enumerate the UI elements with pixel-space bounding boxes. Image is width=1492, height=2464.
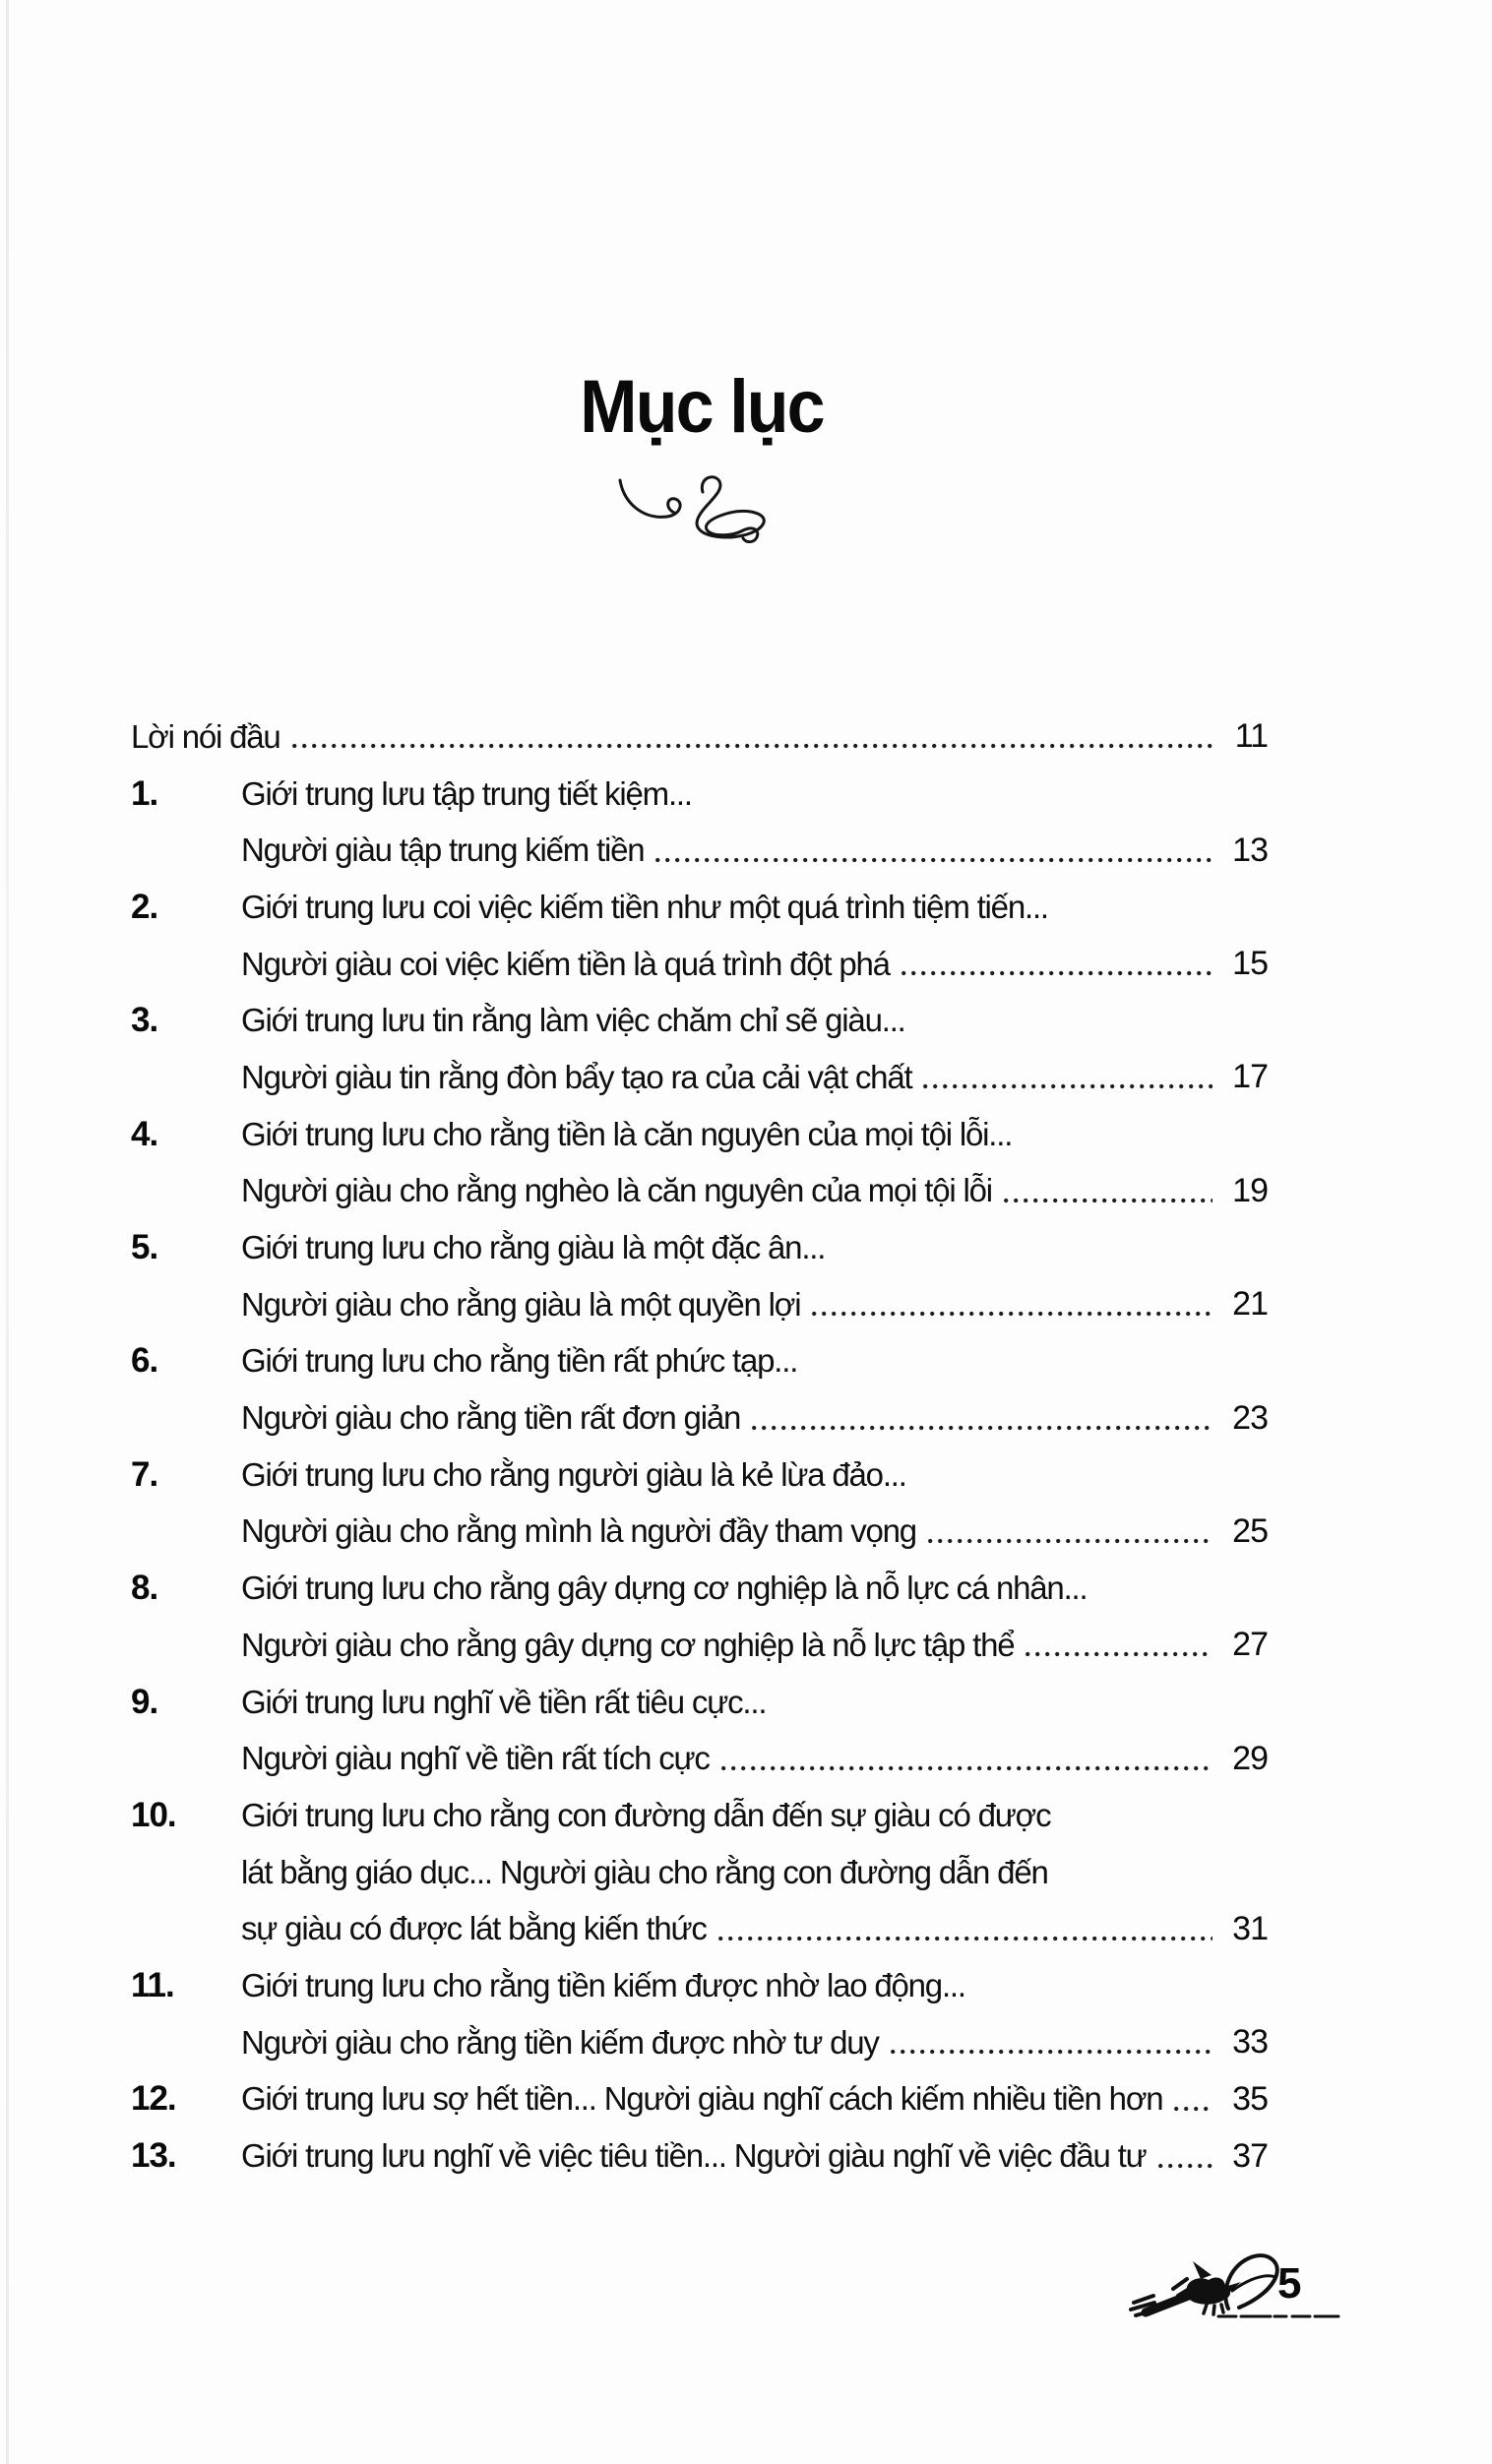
toc-entry-number: 1. — [131, 773, 158, 813]
scan-edge-shadow — [6, 0, 9, 2464]
toc-entry-text: Người giàu tập trung kiếm tiền — [241, 832, 645, 869]
toc-entry-text: Người giàu cho rằng gây dựng cơ nghiệp là nỗ lực tập thể — [241, 1626, 1015, 1663]
toc-entry-text: Giới trung lưu cho rằng người giàu là kẻ lừa đảo... — [241, 1455, 906, 1493]
bird-doodle-icon — [1122, 2248, 1348, 2330]
dot-leader — [928, 1538, 1212, 1544]
dot-leader — [1158, 2163, 1212, 2169]
toc-row — [131, 1504, 1268, 1561]
toc-entry-number: 10. — [131, 1795, 176, 1834]
toc-page-number: 27 — [1232, 1626, 1268, 1664]
toc-row — [131, 1049, 1268, 1106]
toc-entry-number: 9. — [131, 1682, 158, 1721]
toc-entry-text: Giới trung lưu cho rằng gây dựng cơ nghiệp là nỗ lực cá nhân... — [241, 1570, 1088, 1607]
toc-entry-number: 7. — [131, 1454, 158, 1494]
toc-entry-number: 5. — [131, 1228, 158, 1267]
toc-row — [131, 879, 1268, 936]
toc-page-number: 29 — [1232, 1739, 1268, 1777]
toc-row — [131, 708, 1268, 766]
toc-entry-text: Người giàu cho rằng tiền kiếm được nhờ tư duy — [241, 2023, 879, 2061]
toc-entry-text: Giới trung lưu cho rằng con đường dẫn đến sự giàu có được — [241, 1796, 1051, 1833]
toc-entry-number: 12. — [131, 2079, 176, 2119]
dot-leader — [718, 1936, 1212, 1941]
toc-entry-text: Giới trung lưu coi việc kiếm tiền như một quá trình tiệm tiến... — [241, 888, 1048, 925]
toc-entry-number: 13. — [131, 2136, 176, 2176]
table-of-contents — [131, 708, 1268, 2185]
toc-entry-text: Giới trung lưu nghĩ về tiền rất tiêu cực... — [241, 1683, 767, 1720]
toc-entry-number: 11. — [131, 1965, 174, 2004]
toc-row — [131, 1106, 1268, 1163]
toc-entry-text: Giới trung lưu tập trung tiết kiệm... — [241, 774, 692, 812]
toc-entry-text: Giới trung lưu tin rằng làm việc chăm chỉ sẽ giàu... — [241, 1002, 905, 1039]
toc-page-number: 23 — [1232, 1398, 1268, 1437]
dot-leader — [812, 1311, 1212, 1317]
toc-entry-text: Người giàu cho rằng nghèo là căn nguyên của mọi tội lỗi — [241, 1172, 992, 1209]
toc-page-number: 33 — [1232, 2023, 1268, 2062]
toc-row — [131, 1674, 1268, 1731]
dot-leader — [292, 743, 1212, 749]
toc-page-number: 19 — [1232, 1171, 1268, 1209]
toc-page-number: 21 — [1232, 1285, 1268, 1324]
toc-row — [131, 1560, 1268, 1617]
toc-entry-text: Giới trung lưu sợ hết tiền... Người giàu nghĩ cách kiếm nhiều tiền hơn — [241, 2080, 1163, 2118]
toc-row — [131, 822, 1268, 879]
toc-entry-text: Giới trung lưu cho rằng tiền rất phức tạp... — [241, 1342, 798, 1380]
toc-entry-text: lát bằng giáo dục... Người giàu cho rằng con đường dẫn đến — [241, 1853, 1048, 1890]
toc-entry-text: Người giàu coi việc kiếm tiền là quá trình đột phá — [241, 945, 890, 982]
toc-entry-text: Người giàu cho rằng giàu là một quyền lợi — [241, 1285, 801, 1323]
toc-row — [131, 2071, 1268, 2128]
toc-row — [131, 1617, 1268, 1674]
toc-entry-text: Người giàu tin rằng đòn bẩy tạo ra của cải vật chất — [241, 1058, 912, 1095]
toc-entry-text: Giới trung lưu cho rằng tiền kiếm được nhờ lao động... — [241, 1966, 965, 2003]
toc-page-number: 11 — [1234, 717, 1268, 756]
toc-row — [131, 2014, 1268, 2071]
footer-page-number: 5 — [1277, 2259, 1301, 2308]
toc-row — [131, 1957, 1268, 2014]
toc-row — [131, 1900, 1268, 1957]
toc-page-number: 31 — [1232, 1909, 1268, 1947]
toc-row — [131, 1389, 1268, 1447]
toc-row — [131, 1219, 1268, 1276]
toc-entry-number: 6. — [131, 1341, 158, 1381]
dot-leader — [752, 1425, 1212, 1431]
toc-row — [131, 1447, 1268, 1504]
toc-entry-text: Người giàu nghĩ về tiền rất tích cực — [241, 1740, 710, 1777]
toc-row — [131, 1730, 1268, 1787]
toc-page-number: 25 — [1232, 1511, 1268, 1550]
dot-leader — [901, 970, 1212, 976]
toc-row — [131, 992, 1268, 1049]
dot-leader — [1004, 1198, 1212, 1203]
toc-row — [131, 936, 1268, 993]
dot-leader — [1026, 1651, 1212, 1657]
toc-row — [131, 766, 1268, 823]
toc-row — [131, 1787, 1268, 1844]
dot-leader — [1174, 2106, 1212, 2112]
toc-row — [131, 1333, 1268, 1390]
page-footer — [1122, 2248, 1358, 2332]
toc-entry-number: 2. — [131, 887, 158, 926]
toc-row — [131, 1163, 1268, 1220]
toc-entry-number: 8. — [131, 1569, 158, 1608]
toc-row — [131, 2127, 1268, 2185]
page-title: Mục lục — [580, 365, 824, 449]
dot-leader — [891, 2049, 1212, 2055]
toc-page-number: 13 — [1232, 831, 1268, 869]
dot-leader — [721, 1765, 1212, 1771]
flourish-icon — [616, 470, 791, 551]
toc-entry-text: Giới trung lưu nghĩ về việc tiêu tiền... Người giàu nghĩ về việc đầu tư — [241, 2137, 1147, 2175]
toc-row — [131, 1276, 1268, 1333]
toc-entry-text: Giới trung lưu cho rằng tiền là căn nguyên của mọi tội lỗi... — [241, 1115, 1013, 1152]
toc-entry-text: Người giàu cho rằng mình là người đầy tham vọng — [241, 1512, 916, 1550]
toc-entry-number: 3. — [131, 1001, 158, 1040]
toc-page-number: 35 — [1232, 2079, 1268, 2118]
toc-entry-text: sự giàu có được lát bằng kiến thức — [241, 1910, 707, 1947]
toc-page-number: 15 — [1232, 945, 1268, 983]
dot-leader — [655, 857, 1212, 863]
toc-page-number: 17 — [1232, 1058, 1268, 1096]
toc-entry-text: Giới trung lưu cho rằng giàu là một đặc ân... — [241, 1229, 826, 1266]
toc-entry-text: Lời nói đầu — [131, 717, 280, 755]
dot-leader — [923, 1083, 1212, 1089]
toc-entry-number: 4. — [131, 1114, 158, 1153]
toc-page-number: 37 — [1232, 2136, 1268, 2175]
toc-row — [131, 1844, 1268, 1901]
toc-entry-text: Người giàu cho rằng tiền rất đơn giản — [241, 1399, 741, 1437]
